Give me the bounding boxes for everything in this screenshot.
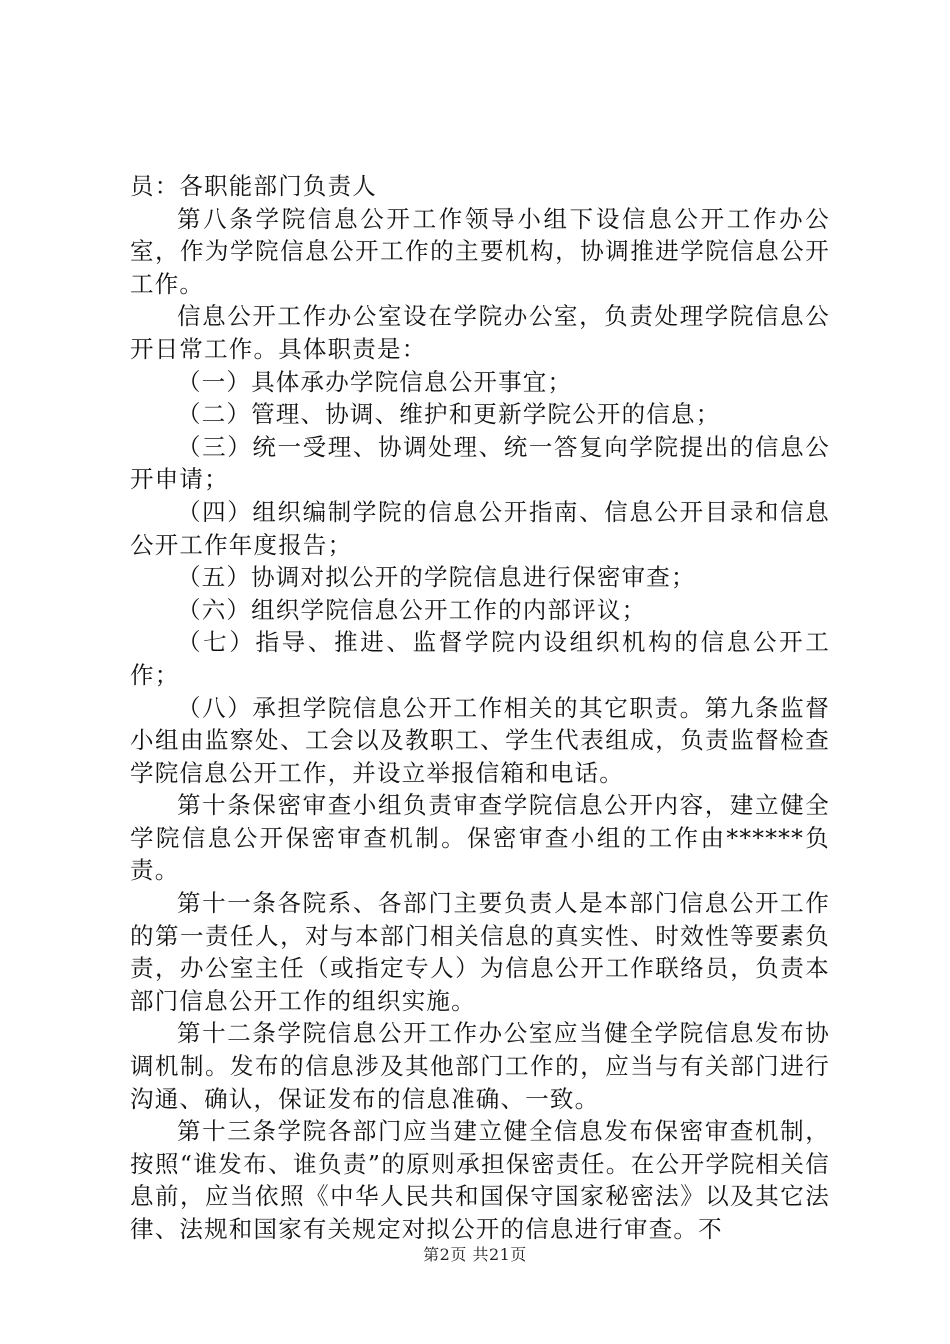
document-body bbox=[130, 170, 830, 1246]
duty-item-2: （二）管理、协调、维护和更新学院公开的信息； bbox=[177, 400, 721, 429]
paragraph-article-8: 第八条学院信息公开工作领导小组下设信息公开工作办公室，作为学院信息公开工作的主要机构，协调推进学院信息公开工作。 bbox=[130, 204, 830, 298]
paragraph-article-11: 第十一条各院系、各部门主要负责人是本部门信息公开工作的第一责任人，对与本部门相关信息的真实性、时效性等要素负责，办公室主任（或指定专人）为信息公开工作联络员，负责本部门信息公开工作的组织实施。 bbox=[130, 889, 830, 1015]
duty-item-5: （五）协调对拟公开的学院信息进行保密审查； bbox=[177, 563, 696, 592]
duty-item-6: （六）组织学院信息公开工作的内部评议； bbox=[177, 595, 647, 624]
duty-item-1: （一）具体承办学院信息公开事宜； bbox=[177, 367, 573, 396]
duty-item-4: （四）组织编制学院的信息公开指南、信息公开目录和信息公开工作年度报告； bbox=[130, 497, 830, 559]
paragraph-office-duties: 信息公开工作办公室设在学院办公室，负责处理学院信息公开日常工作。具体职责是： bbox=[130, 302, 830, 363]
duty-item-3: （三）统一受理、协调处理、统一答复向学院提出的信息公开申请； bbox=[130, 432, 830, 494]
duty-item-7: （七）指导、推进、监督学院内设组织机构的信息公开工作； bbox=[130, 628, 830, 689]
paragraph-article-10: 第十条保密审查小组负责审查学院信息公开内容，建立健全学院信息公开保密审查机制。保密审查小组的工作由******负责。 bbox=[130, 791, 830, 885]
paragraph-article-12: 第十二条学院信息公开工作办公室应当健全学院信息发布协调机制。发布的信息涉及其他部门工作的，应当与有关部门进行沟通、确认，保证发布的信息准确、一致。 bbox=[130, 1019, 830, 1113]
page-number-footer: 第2页 共21页 bbox=[423, 1245, 527, 1264]
duty-item-8: （八）承担学院信息公开工作相关的其它职责。第九条监督小组由监察处、工会以及教职工、学生代表组成，负责监督检查学院信息公开工作，并设立举报信箱和电话。 bbox=[130, 693, 830, 787]
paragraph-continuation: 员：各职能部门负责人 bbox=[130, 172, 377, 200]
paragraph-article-13: 第十三条学院各部门应当建立健全信息发布保密审查机制，按照“谁发布、谁负责”的原则承担保密责任。在公开学院相关信息前，应当依照《中华人民共和国保守国家秘密法》以及其它法律、法规和国家有关规定对拟公开的信息进行审查。不 bbox=[130, 1117, 830, 1243]
